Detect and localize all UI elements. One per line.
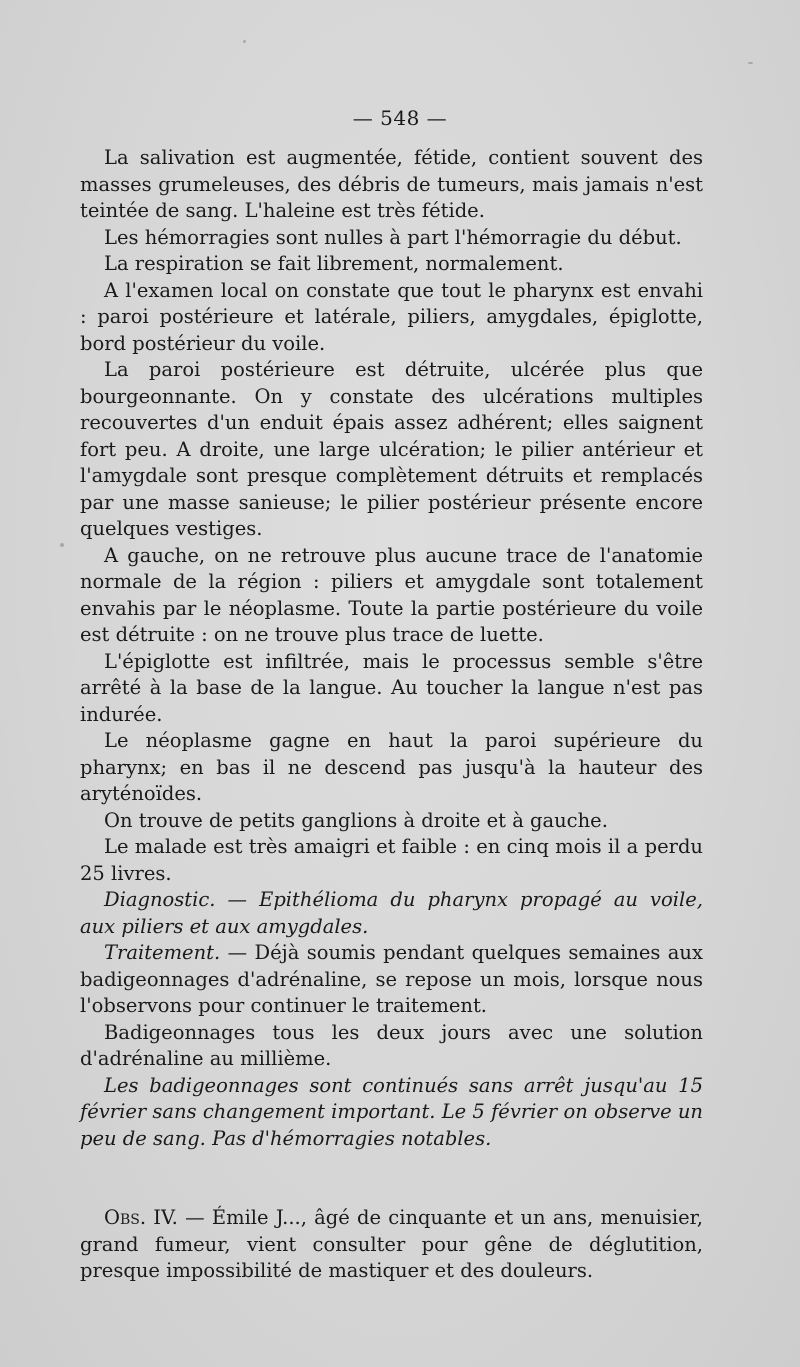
paragraph: Le néoplasme gagne en haut la paroi supérieure du pharynx; en bas il ne descend pas jusqu'à la hauteur des aryténoïdes.: [80, 729, 703, 805]
badigeonnages-paragraph: Badigeonnages tous les deux jours avec une solution d'adrénaline au millième.: [80, 1020, 703, 1070]
diagnostic-label: Diagnostic.: [104, 888, 216, 911]
observation-text: — Émile J..., âgé de cinquante et un ans, menuisier, grand fumeur, vient consulter pour gêne de déglutition, presque impossibilité de mastiquer et des douleurs.: [80, 1206, 703, 1282]
traitement-paragraph: [80, 940, 703, 1020]
paragraph: L'épiglotte est infiltrée, mais le processus semble s'être arrêté à la base de la langue. Au toucher la langue n'est pas indurée.: [80, 649, 703, 726]
observation-label: Obs. IV.: [104, 1206, 178, 1229]
scan-speck: [243, 40, 246, 43]
paragraph: A gauche, on ne retrouve plus aucune trace de l'anatomie normale de la région : piliers et amygdale sont totalement envahis par le néoplasme. Toute la partie postérieure du voile est détruite : on ne trouve plus trace de luette.: [80, 543, 703, 646]
paragraph: A l'examen local on constate que tout le pharynx est envahi : paroi postérieure et latérale, piliers, amygdales, épiglotte, bord postérieur du voile.: [80, 278, 703, 355]
paragraph: La respiration se fait librement, normalement.: [104, 252, 564, 275]
main-text: [80, 145, 703, 1152]
diagnostic-text: Epithélioma du pharynx propagé au voile, aux piliers et aux amygdales.: [80, 888, 703, 938]
diagnostic-dash: —: [215, 888, 260, 911]
observation-paragraph: [80, 1205, 703, 1285]
paragraph: Les hémorragies sont nulles à part l'hémorragie du début.: [104, 225, 682, 249]
page-number: — 548 —: [352, 106, 448, 130]
paragraph: Le malade est très amaigri et faible : en cinq mois il a perdu 25 livres.: [80, 835, 703, 885]
paragraph: La paroi postérieure est détruite, ulcérée plus que bourgeonnante. On y constate des ulcérations multiples recouvertes d'un enduit épais assez adhérent; elles saignent fort peu. A droite, une large ulcération; le pilier antérieur et l'amygdale sont presque complètement détruits et remplacés par une masse sanieuse; le pilier postérieur présente encore quelques vestiges.: [80, 358, 703, 540]
traitement-text: Déjà soumis pendant quelques semaines aux badigeonnages d'adrénaline, se repose un mois, lorsque nous l'observons pour continuer le traitement.: [80, 941, 703, 1017]
paragraph: La salivation est augmentée, fétide, contient souvent des masses grumeleuses, des débris de tumeurs, mais jamais n'est teintée de sang. L'haleine est très fétide.: [80, 146, 703, 222]
traitement-label: Traitement.: [104, 941, 221, 964]
scan-speck: [60, 543, 64, 547]
paragraph: On trouve de petits ganglions à droite et à gauche.: [104, 808, 608, 832]
diagnostic-paragraph: [80, 887, 703, 940]
italic-note: Les badigeonnages sont continués sans arrêt jusqu'au 15 février sans changement important. Le 5 février on observe un peu de sang. Pas d'hémorragies notables.: [80, 1073, 703, 1150]
scan-speck: [748, 62, 753, 64]
observation-block: [80, 1205, 703, 1285]
traitement-dash: —: [220, 941, 255, 964]
